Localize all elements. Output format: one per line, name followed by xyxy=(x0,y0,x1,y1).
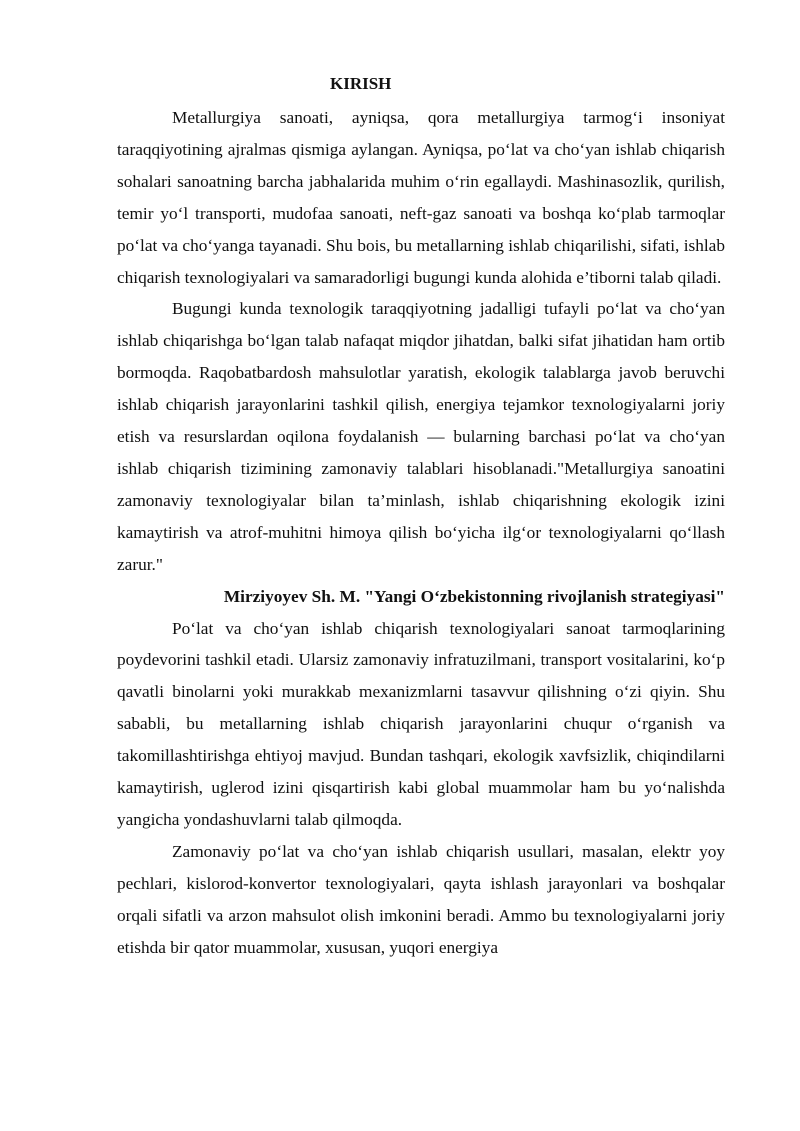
document-page xyxy=(117,66,725,963)
page-title: KIRISH xyxy=(330,74,392,93)
quote-author: Mirziyoyev Sh. M. "Yangi O‘zbekistonning rivojlanish strategiyasi" xyxy=(223,586,725,606)
paragraph-1: Metallurgiya sanoati, ayniqsa, qora metallurgiya tarmog‘i insoniyat taraqqiyotining ajralmas qismiga aylangan. Ayniqsa, po‘lat va cho‘yan ishlab chiqarish sohalari sanoatning barcha jabhalarida muhim o‘rin egallaydi. Mashinasozlik, qurilish, temir yo‘l transporti, mudofaa sanoati, neft-gaz sanoati va boshqa ko‘plab tarmoqlar po‘lat va cho‘yanga tayanadi. Shu bois, bu metallarning ishlab chiqarilishi, sifati, ishlab chiqarish texnologiyalari va samaradorligi bugungi kunda alohida e’tiborni talab qiladi. xyxy=(117,108,725,287)
paragraph-3: Po‘lat va cho‘yan ishlab chiqarish texnologiyalari sanoat tarmoqlarining poydevorini tashkil etadi. Ularsiz zamonaviy infratuzilmani, transport vositalarini, ko‘p qavatli binolarni yoki murakkab mexanizmlarni tasavvur qilishning o‘zi qiyin. Shu sababli, bu metallarning ishlab chiqarish jarayonlarini chuqur o‘rganish va takomillashtirishga ehtiyoj mavjud. Bundan tashqari, ekologik xavfsizlik, chiqindilarni kamaytirish, uglerod izini qisqartirish kabi global muammolar ham bu yo‘nalishda yangicha yondashuvlarni talab qilmoqda. xyxy=(117,618,725,829)
paragraph-4: Zamonaviy po‘lat va cho‘yan ishlab chiqarish usullari, masalan, elektr yoy pechlari, kislorod-konvertor texnologiyalari, qayta ishlash jarayonlari va boshqalar orqali sifatli va arzon mahsulot olish imkonini beradi. Ammo bu texnologiyalarni joriy etishda bir qator muammolar, xususan, yuqori energiya xyxy=(117,841,725,957)
paragraph-2: Bugungi kunda texnologik taraqqiyotning jadalligi tufayli po‘lat va cho‘yan ishlab chiqarishga bo‘lgan talab nafaqat miqdor jihatdan, balki sifat jihatidan ham ortib bormoqda. Raqobatbardosh mahsulotlar yaratish, ekologik talablarga javob beruvchi ishlab chiqarish jarayonlarini tashkil qilish, energiya tejamkor texnologiyalarni joriy etish va resurslardan oqilona foydalanish — bularning barchasi po‘lat va cho‘yan ishlab chiqarish tizimining zamonaviy talablari hisoblanadi."Metallurgiya sanoatini zamonaviy texnologiyalar bilan ta’minlash, ishlab chiqarishning ekologik izini kamaytirish va atrof-muhitni himoya qilish bo‘yicha ilg‘or texnologiyalarni qo‘llash zarur." xyxy=(117,299,725,574)
